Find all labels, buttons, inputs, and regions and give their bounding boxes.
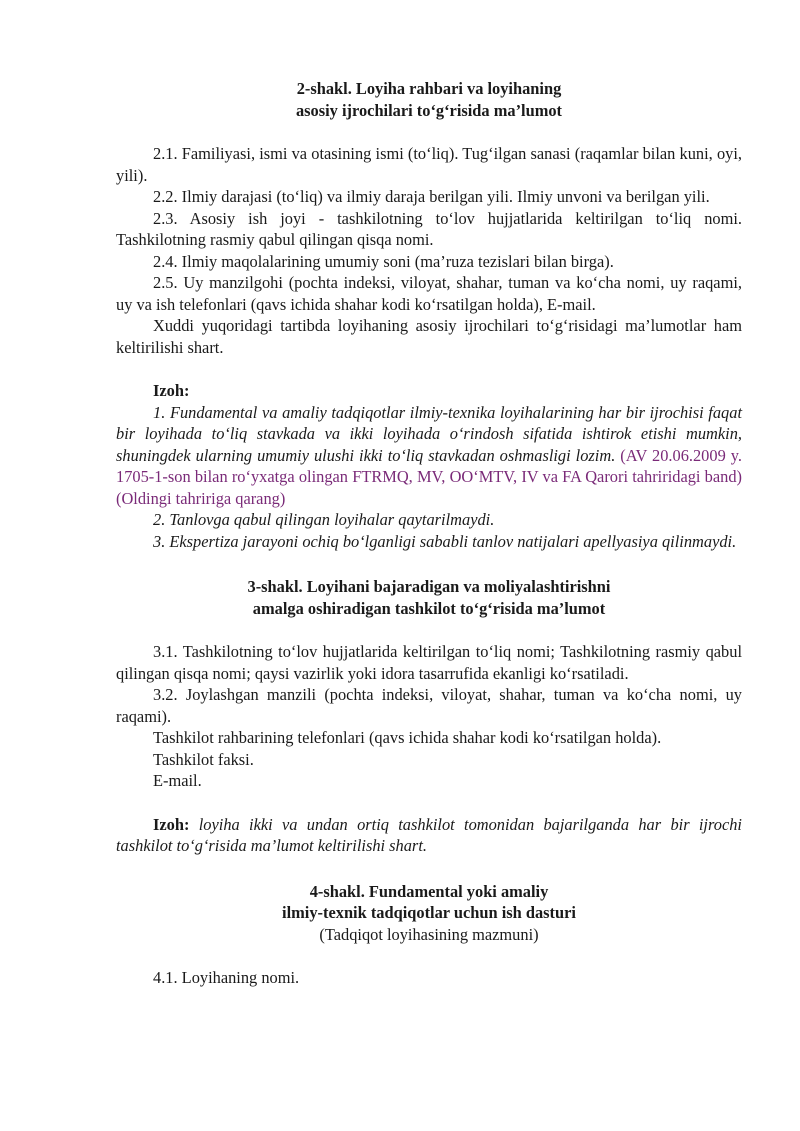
- section-3-heading: [116, 576, 742, 619]
- note-2-item-1: [116, 402, 742, 510]
- note-3-label: Izoh:: [153, 814, 190, 834]
- item-3-2: 3.2. Joylashgan manzili (pochta indeksi, viloyat, shahar, tuman va ko‘cha nomi, uy raqami).: [116, 685, 742, 726]
- section-3-title-line1: 3-shakl. Loyihani bajaradigan va moliyalashtirishni: [247, 577, 611, 596]
- org-phones-line: Tashkilot rahbarining telefonlari (qavs ichida shahar kodi ko‘rsatilgan holda).: [153, 728, 662, 747]
- note-3: [116, 814, 742, 857]
- note-2-item-3: 3. Ekspertiza jarayoni ochiq bo‘lganligi sababli tanlov natijalari apellyasiya qilinmaydi.: [153, 531, 737, 551]
- item-4-1: 4.1. Loyihaning nomi.: [153, 968, 300, 987]
- section-3-title-line2: amalga oshiradigan tashkilot to‘g‘risida ma’lumot: [252, 598, 606, 618]
- item-2-executors: Xuddi yuqoridagi tartibda loyihaning asosiy ijrochilari to‘g‘risidagi ma’lumotlar ham keltirilishi shart.: [116, 316, 742, 357]
- section-4-title-line1: 4-shakl. Fundamental yoki amaliy: [309, 881, 549, 901]
- note-2-label: [116, 380, 742, 402]
- note-3-text: loyiha ikki va undan ortiq tashkilot tomonidan bajarilganda har bir ijrochi tashkilot to‘g‘risida ma’lumot keltirilishi shart.: [116, 814, 742, 855]
- section-4-heading: [116, 881, 742, 946]
- note-2-item-1-text: 1. Fundamental va amaliy tadqiqotlar ilmiy-texnika loyihalarining har bir ijrochisi faqat bir loyihada to‘liq stavkada va ikki loyihada o‘rindosh sifatida ishtirok etishi mumkin, shuningdek ularning umumiy ulushi ikki to‘liq stavkadan oshmasligi lozim.: [116, 402, 742, 465]
- item-3-1: 3.1. Tashkilotning to‘lov hujjatlarida keltirilgan to‘liq nomi; Tashkilotning rasmiy qabul qilingan qisqa nomi; qaysi vazirlik yoki idora tasarrufida ekanligi ko‘rsatiladi.: [116, 642, 742, 683]
- org-fax-line: Tashkilot faksi.: [153, 749, 254, 769]
- org-email-line: E-mail.: [153, 771, 202, 790]
- item-2-5: 2.5. Uy manzilgohi (pochta indeksi, viloyat, shahar, tuman va ko‘cha nomi, uy raqami, uy va ish telefonlari (qavs ichida shahar kodi ko‘rsatilgan holda), E-mail.: [116, 273, 742, 314]
- section-2-title-line1: 2-shakl. Loyiha rahbari va loyihaning: [296, 79, 562, 98]
- section-4-subtitle: (Tadqiqot loyihasining mazmuni): [319, 924, 539, 944]
- document-body: [116, 78, 742, 989]
- section-4-title-line2: ilmiy-texnik tadqiqotlar uchun ish dasturi: [282, 903, 576, 922]
- item-2-3: 2.3. Asosiy ish joyi - tashkilotning to‘lov hujjatlarida keltirilgan to‘liq nomi. Tashkilotning rasmiy qabul qilingan qisqa nomi.: [116, 208, 742, 249]
- item-2-1: 2.1. Familiyasi, ismi va otasining ismi (to‘liq). Tug‘ilgan sanasi (raqamlar bilan kuni, oyi, yili).: [116, 144, 742, 185]
- revision-link[interactable]: (AV 20.06.2009 y. 1705-1-son bilan ro‘yxatga olingan FTRMQ, MV, OO‘MTV, IV va FA Qarori tahriridagi band) (Oldingi tahririga qarang): [116, 445, 742, 508]
- note-2-item-2: 2. Tanlovga qabul qilingan loyihalar qaytarilmaydi.: [153, 510, 495, 529]
- section-2-title-line2: asosiy ijrochilari to‘g‘risida ma’lumot: [295, 100, 563, 120]
- item-2-4: 2.4. Ilmiy maqolalarining umumiy soni (ma’ruza tezislari bilan birga).: [153, 251, 614, 271]
- section-2-heading: [116, 78, 742, 121]
- item-2-2: 2.2. Ilmiy darajasi (to‘liq) va ilmiy daraja berilgan yili. Ilmiy unvoni va berilgan yili.: [153, 187, 710, 206]
- note-label: Izoh:: [153, 381, 190, 400]
